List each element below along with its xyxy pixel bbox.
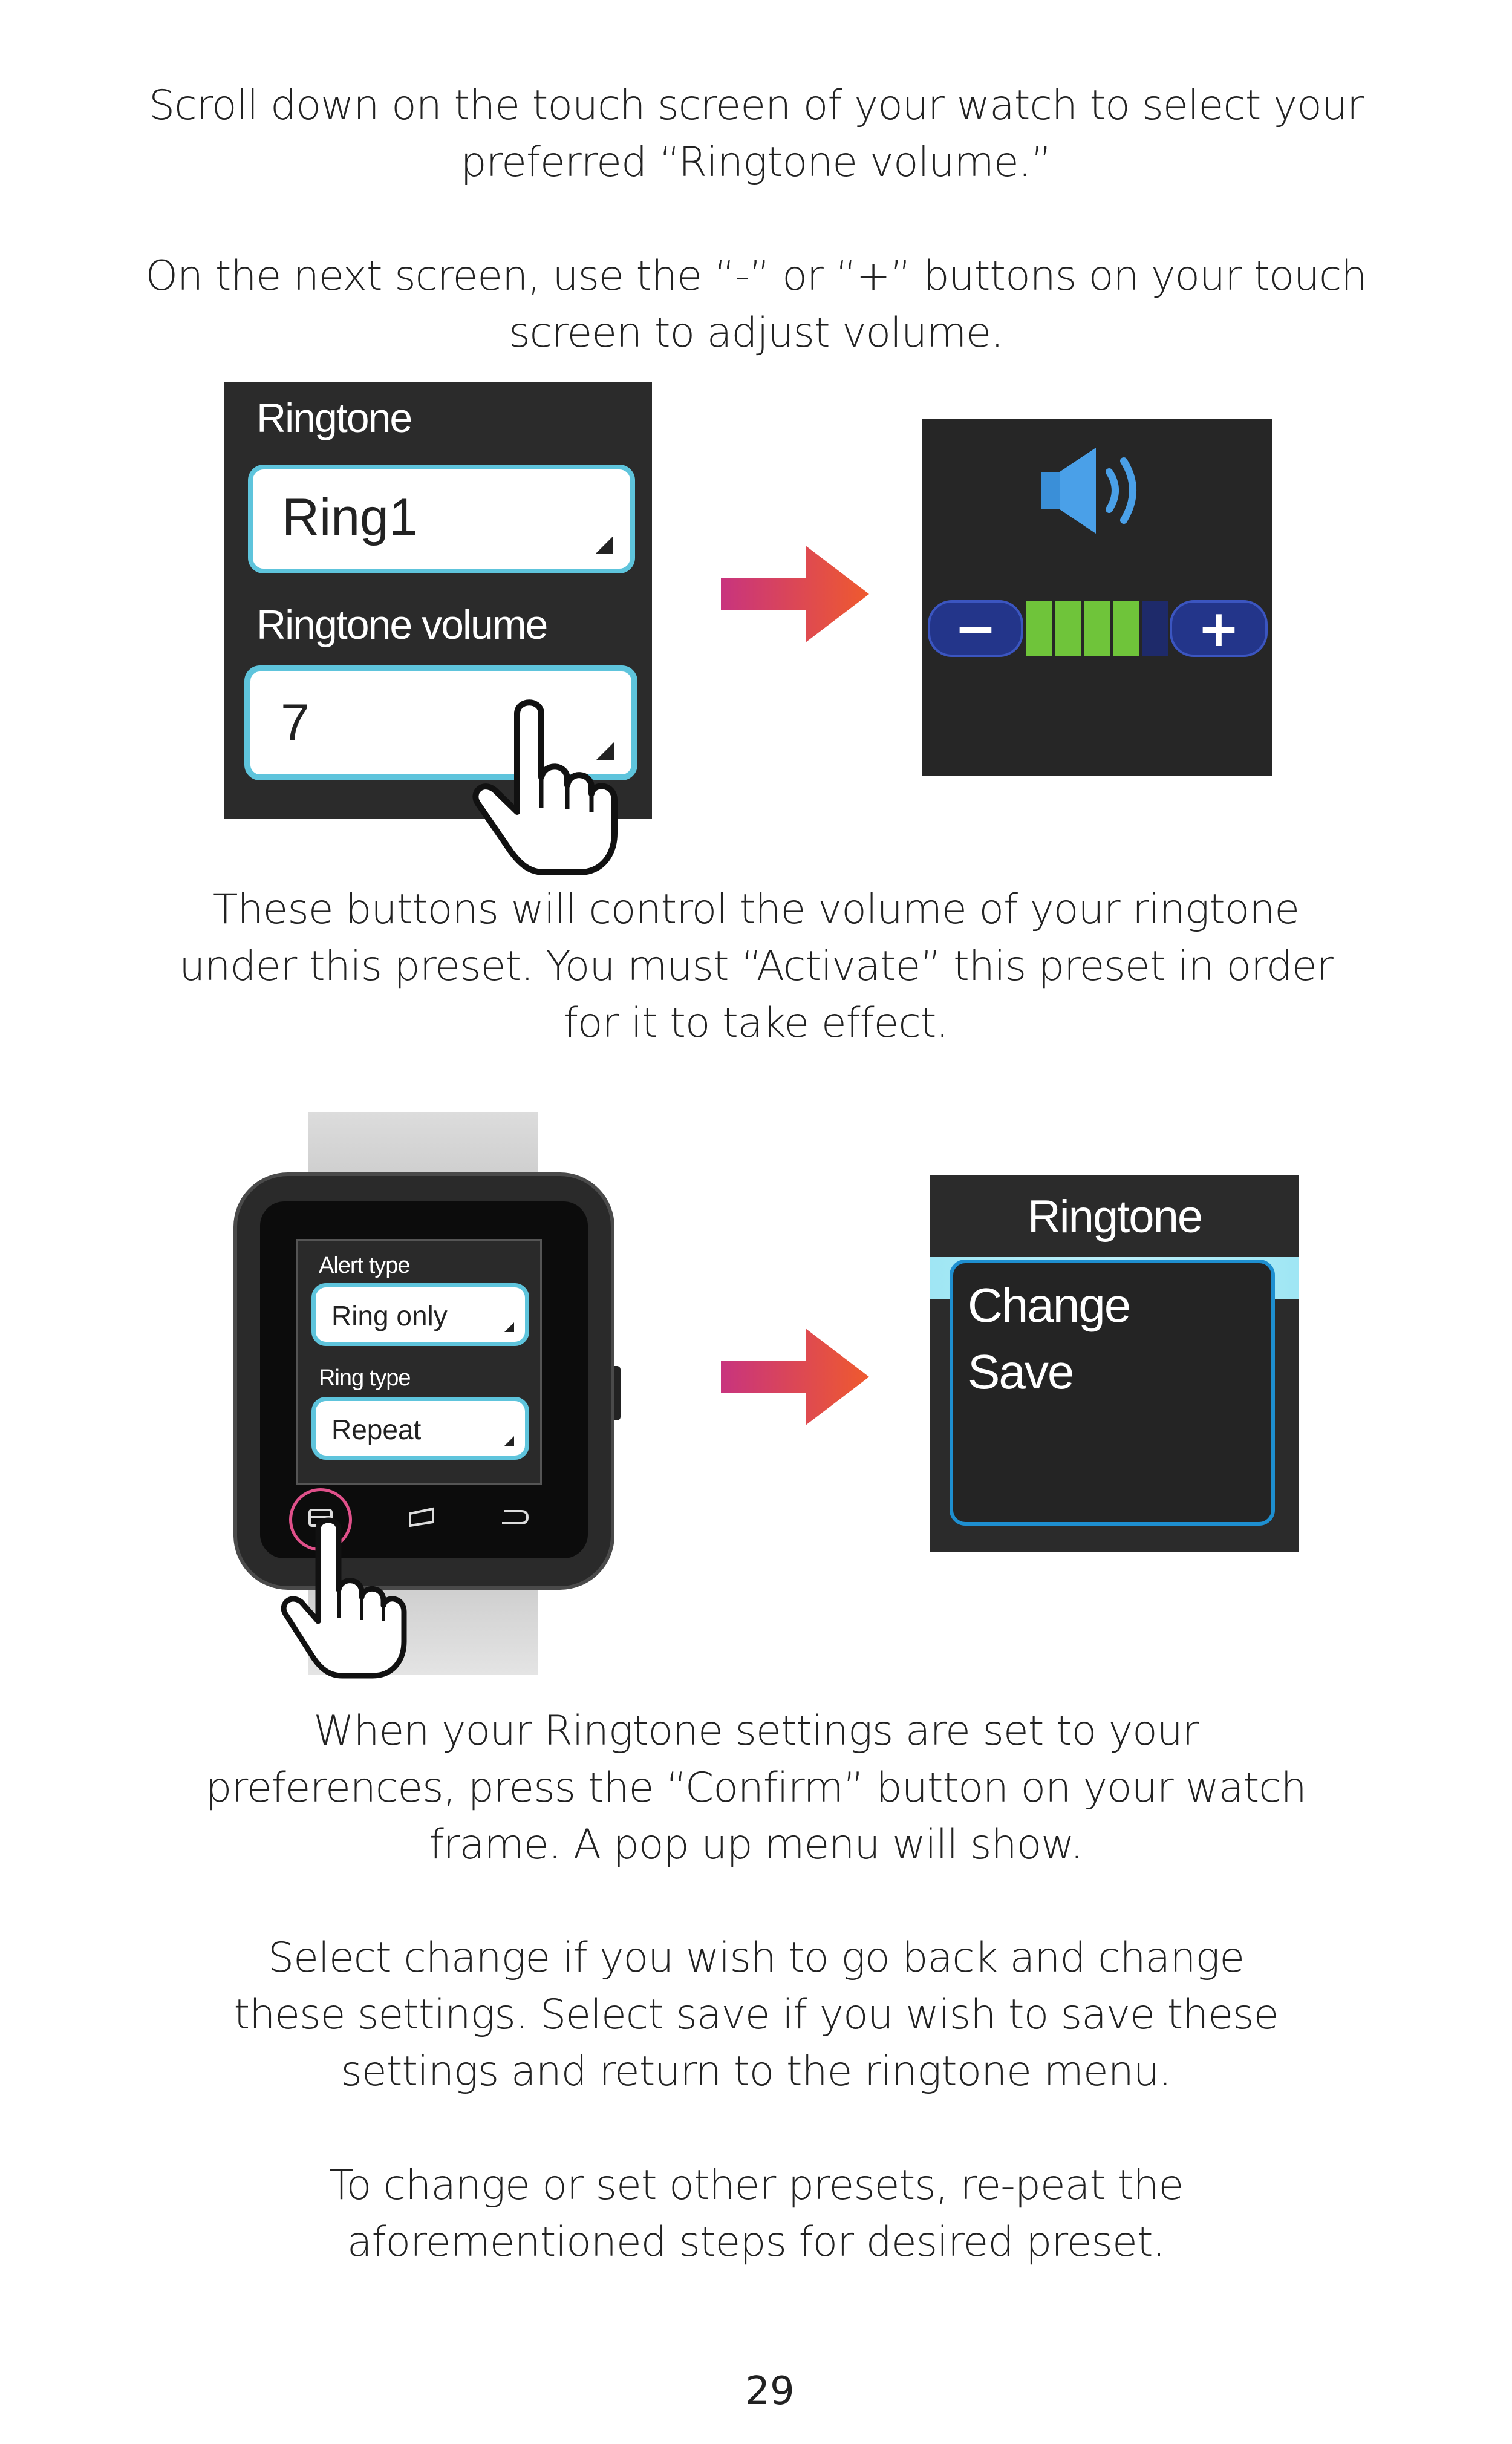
text-line: On the next screen, use the “-” or “+” buttons on your touch: [145, 252, 1367, 300]
text-line: To change or set other presets, re-peat the: [328, 2161, 1184, 2209]
right-arrow-icon: [721, 546, 872, 642]
right-arrow-icon: [721, 1328, 872, 1425]
text-line: When your Ringtone settings are set to your: [313, 1707, 1199, 1755]
text-line: aforementioned steps for desired preset.: [347, 2218, 1165, 2266]
ring-type-value: Repeat: [331, 1414, 422, 1445]
text-line: settings and return to the ringtone menu.: [341, 2048, 1171, 2096]
ring-type-select[interactable]: [311, 1397, 529, 1460]
alert-type-select[interactable]: [311, 1283, 529, 1346]
text-line: These buttons will control the volume of your ringtone: [212, 886, 1300, 933]
volume-plus-button[interactable]: [1170, 600, 1268, 657]
alert-type-label: Alert type: [319, 1253, 410, 1278]
instruction-paragraph-3: [0, 881, 1512, 1052]
volume-segment: [1113, 601, 1139, 656]
ringtone-popup-screen: [930, 1175, 1299, 1552]
text-line: preferences, press the “Confirm” button on your watch: [206, 1764, 1306, 1812]
ringtone-select[interactable]: [248, 465, 635, 573]
instruction-paragraph-2: [0, 248, 1512, 362]
ringtone-label: Ringtone: [256, 395, 412, 441]
page-number: 29: [745, 2369, 795, 2414]
plus-label: +: [1197, 599, 1240, 658]
minus-label: −: [954, 599, 997, 658]
instruction-paragraph-1: [0, 77, 1512, 191]
alert-type-value: Ring only: [331, 1300, 448, 1331]
volume-segment: [1084, 601, 1110, 656]
hand-pointer-icon: [276, 1517, 415, 1681]
text-line: for it to take effect.: [563, 999, 949, 1047]
instruction-paragraph-4: [0, 1703, 1512, 1874]
change-option[interactable]: Change: [968, 1278, 1130, 1332]
dropdown-corner-icon: [504, 1436, 514, 1446]
volume-level-bar: [1026, 601, 1171, 656]
volume-segment-empty: [1142, 601, 1168, 656]
volume-minus-button[interactable]: [928, 600, 1023, 657]
volume-segment: [1026, 601, 1052, 656]
speaker-icon: [1035, 443, 1156, 540]
ringtone-value: Ring1: [282, 488, 418, 546]
volume-control-screen: [922, 419, 1272, 776]
dropdown-corner-icon: [595, 536, 613, 554]
ringtone-volume-label: Ringtone volume: [256, 602, 547, 648]
hand-pointer-icon: [466, 696, 623, 877]
instruction-paragraph-5: [0, 1930, 1512, 2100]
back-icon[interactable]: [497, 1506, 531, 1528]
ringtone-volume-value: 7: [281, 694, 310, 752]
volume-segment: [1055, 601, 1081, 656]
instruction-paragraph-6: [0, 2157, 1512, 2271]
popup-menu: [950, 1260, 1275, 1526]
text-line: these settings. Select save if you wish to save these: [233, 1991, 1279, 2039]
text-line: frame. A pop up menu will show.: [429, 1821, 1083, 1869]
text-line: screen to adjust volume.: [509, 309, 1003, 357]
dropdown-corner-icon: [504, 1322, 514, 1332]
ring-type-label: Ring type: [319, 1365, 411, 1391]
save-option[interactable]: Save: [968, 1345, 1074, 1399]
text-line: preferred “Ringtone volume.”: [460, 139, 1052, 186]
text-line: Scroll down on the touch screen of your watch to select your: [149, 82, 1363, 129]
watch-screen: [296, 1239, 542, 1485]
text-line: Select change if you wish to go back and change: [267, 1934, 1245, 1982]
text-line: under this preset. You must “Activate” this preset in order: [179, 943, 1333, 990]
popup-title: Ringtone: [1027, 1191, 1202, 1243]
